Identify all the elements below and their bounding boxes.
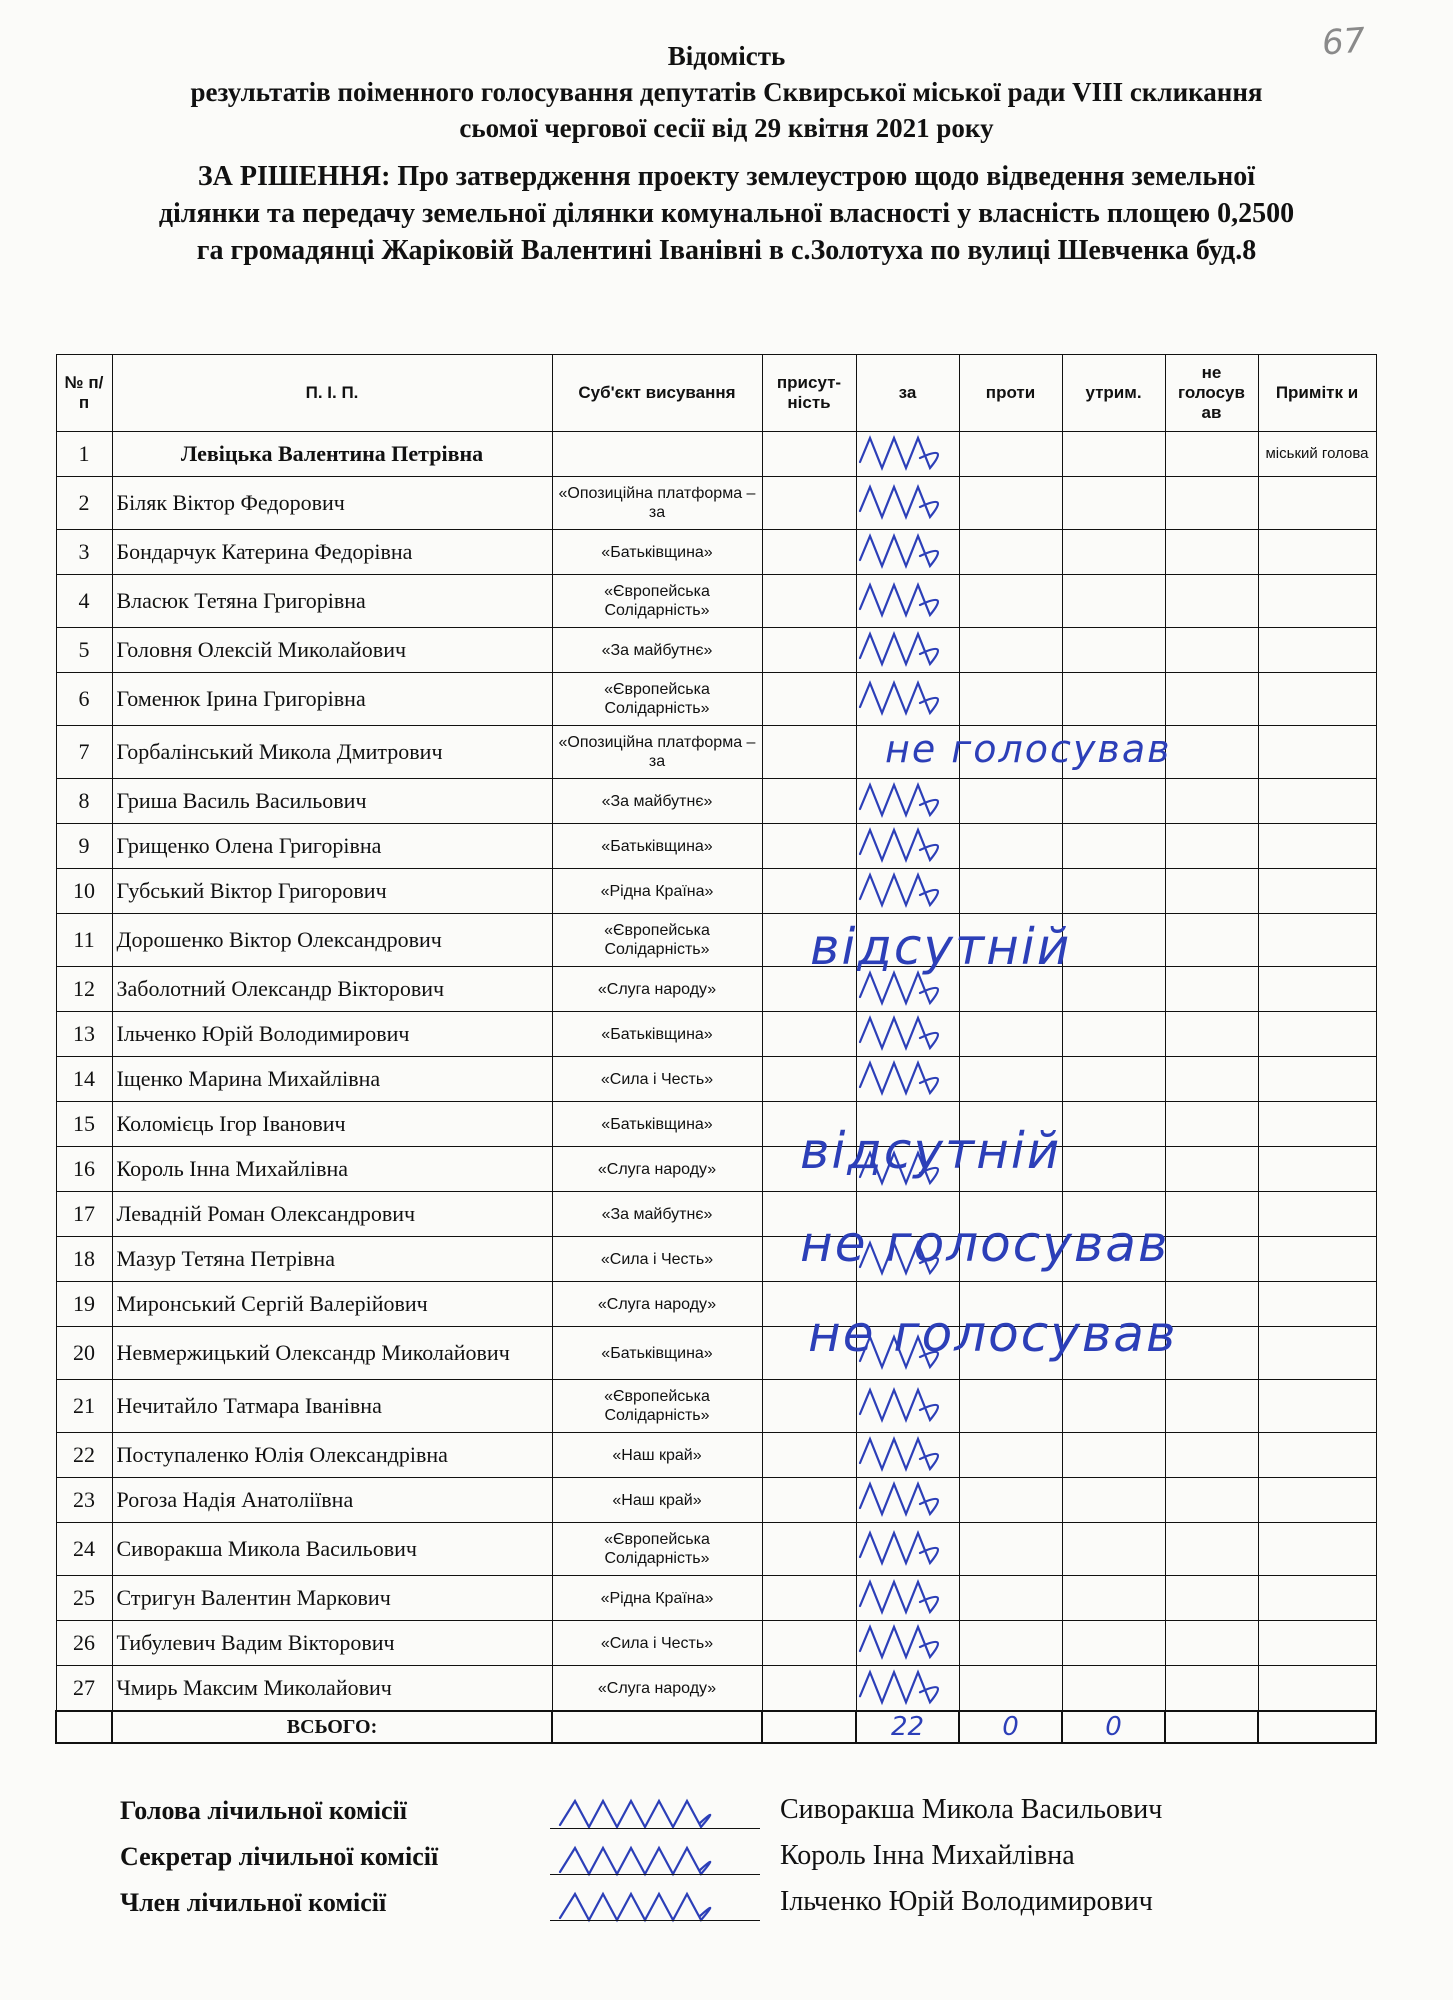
against-cell: [959, 477, 1062, 530]
present-cell: [762, 779, 856, 824]
note-cell: [1258, 1012, 1376, 1057]
not-voted-cell: [1165, 1012, 1258, 1057]
abstain-cell: [1062, 1478, 1165, 1523]
against-cell: [959, 1012, 1062, 1057]
secretary-role: Секретар лічильної комісії: [120, 1842, 439, 1871]
abstain-cell: [1062, 530, 1165, 575]
present-cell: [762, 726, 856, 779]
table-row: [56, 1282, 1376, 1327]
row-number: 2: [56, 477, 112, 530]
row-number: 6: [56, 673, 112, 726]
for-cell: [856, 575, 959, 628]
for-cell: [856, 1012, 959, 1057]
table-row: [56, 1621, 1376, 1666]
row-number: 20: [56, 1327, 112, 1380]
not-voted-cell: [1165, 1380, 1258, 1433]
not-voted-cell: [1165, 1666, 1258, 1712]
present-cell: [762, 1666, 856, 1712]
table-row: [56, 673, 1376, 726]
deputy-name: Головня Олексій Миколайович: [112, 628, 552, 673]
abstain-cell: [1062, 673, 1165, 726]
against-cell: [959, 530, 1062, 575]
note-cell: [1258, 1380, 1376, 1433]
deputy-party: «За майбутнє»: [552, 1192, 762, 1237]
deputy-name: Левіцька Валентина Петрівна: [112, 432, 552, 477]
row-number: 4: [56, 575, 112, 628]
table-header-row: [56, 355, 1376, 432]
note-cell: [1258, 1057, 1376, 1102]
deputy-party: «Батьківщина»: [552, 1102, 762, 1147]
deputy-party: «Європейська Солідарність»: [552, 673, 762, 726]
not-voted-cell: [1165, 1057, 1258, 1102]
abstain-cell: [1062, 575, 1165, 628]
abstain-cell: [1062, 1057, 1165, 1102]
abstain-cell: [1062, 1621, 1165, 1666]
present-cell: [762, 1576, 856, 1621]
abstain-cell: [1062, 824, 1165, 869]
deputy-name: Біляк Віктор Федорович: [112, 477, 552, 530]
note-cell: [1258, 914, 1376, 967]
not-voted-cell: [1165, 1327, 1258, 1380]
deputy-name: Грищенко Олена Григорівна: [112, 824, 552, 869]
row-number: 14: [56, 1057, 112, 1102]
deputy-party: «Сила і Честь»: [552, 1057, 762, 1102]
decision-text: [0, 158, 1453, 269]
table-row: [56, 779, 1376, 824]
not-voted-cell: [1165, 673, 1258, 726]
note-cell: міський голова: [1258, 432, 1376, 477]
deputy-party: «Наш край»: [552, 1478, 762, 1523]
header-party: Суб'єкт висування: [552, 355, 762, 432]
handwritten-absent: відсутній: [810, 918, 1072, 976]
against-cell: [959, 673, 1062, 726]
deputy-party: «Слуга народу»: [552, 1282, 762, 1327]
against-cell: [959, 779, 1062, 824]
note-cell: [1258, 1433, 1376, 1478]
not-voted-cell: [1165, 967, 1258, 1012]
note-cell: [1258, 1576, 1376, 1621]
decision-line: ділянки та передачу земельної ділянки комунальної власності у власність площею 0,2500: [158, 198, 1295, 229]
present-cell: [762, 1621, 856, 1666]
present-cell: [762, 673, 856, 726]
deputy-party: «Батьківщина»: [552, 1012, 762, 1057]
deputy-party: «Батьківщина»: [552, 824, 762, 869]
note-cell: [1258, 1192, 1376, 1237]
present-cell: [762, 477, 856, 530]
not-voted-cell: [1165, 824, 1258, 869]
present-cell: [762, 575, 856, 628]
total-abstain: 0: [1062, 1711, 1165, 1743]
deputy-name: Поступаленко Юлія Олександрівна: [112, 1433, 552, 1478]
for-cell: [856, 477, 959, 530]
heading-line-3: сьомої чергової сесії від 29 квітня 2021 року: [459, 113, 994, 143]
against-cell: [959, 432, 1062, 477]
not-voted-cell: [1165, 1523, 1258, 1576]
note-cell: [1258, 1666, 1376, 1712]
row-number: 22: [56, 1433, 112, 1478]
table-row: [56, 1192, 1376, 1237]
deputy-name: Іщенко Марина Михайлівна: [112, 1057, 552, 1102]
table-row: [56, 1237, 1376, 1282]
decision-line: га громадянці Жаріковій Валентині Іванівні в с.Золотуха по вулиці Шевченка буд.8: [196, 235, 1257, 266]
page-number: 67: [1320, 20, 1367, 64]
total-label: ВСЬОГО:: [112, 1711, 552, 1743]
table-row: [56, 869, 1376, 914]
deputy-name: Горбалінський Микола Дмитрович: [112, 726, 552, 779]
document-title: Відомість: [667, 41, 786, 71]
note-cell: [1258, 1102, 1376, 1147]
header-notes: Примітк и: [1258, 355, 1376, 432]
table-row: [56, 477, 1376, 530]
row-number: 3: [56, 530, 112, 575]
note-cell: [1258, 779, 1376, 824]
row-number: 8: [56, 779, 112, 824]
abstain-cell: [1062, 432, 1165, 477]
for-cell: [856, 869, 959, 914]
table-row: [56, 726, 1376, 779]
abstain-cell: [1062, 1433, 1165, 1478]
note-cell: [1258, 673, 1376, 726]
document-heading: [0, 38, 1453, 269]
header-name: П. І. П.: [112, 355, 552, 432]
row-number: 26: [56, 1621, 112, 1666]
for-cell: [856, 1523, 959, 1576]
for-cell: [856, 1666, 959, 1712]
table-row: [56, 1380, 1376, 1433]
present-cell: [762, 1380, 856, 1433]
for-cell: [856, 530, 959, 575]
abstain-cell: [1062, 1102, 1165, 1147]
total-for: 22: [856, 1711, 959, 1743]
table-row: [56, 1576, 1376, 1621]
present-cell: [762, 432, 856, 477]
present-cell: [762, 869, 856, 914]
row-number: 24: [56, 1523, 112, 1576]
abstain-cell: [1062, 1380, 1165, 1433]
header-not-voted: не голосув ав: [1165, 355, 1258, 432]
row-number: 13: [56, 1012, 112, 1057]
note-cell: [1258, 967, 1376, 1012]
deputy-name: Тибулевич Вадим Вікторович: [112, 1621, 552, 1666]
total-empty: [56, 1711, 112, 1743]
note-cell: [1258, 1621, 1376, 1666]
header-against: проти: [959, 355, 1062, 432]
table-row: [56, 628, 1376, 673]
present-cell: [762, 530, 856, 575]
deputy-party: «Європейська Солідарність»: [552, 1523, 762, 1576]
chair-role: Голова лічильної комісії: [120, 1796, 407, 1825]
deputy-name: Губський Віктор Григорович: [112, 869, 552, 914]
counting-commission: [120, 1790, 1370, 1928]
row-number: 18: [56, 1237, 112, 1282]
deputy-party: «Рідна Країна»: [552, 869, 762, 914]
deputy-name: Миронський Сергій Валерійович: [112, 1282, 552, 1327]
note-cell: [1258, 575, 1376, 628]
row-number: 5: [56, 628, 112, 673]
deputy-party: «Наш край»: [552, 1433, 762, 1478]
deputy-party: «Європейська Солідарність»: [552, 1380, 762, 1433]
deputy-party: «Батьківщина»: [552, 1327, 762, 1380]
not-voted-cell: [1165, 1147, 1258, 1192]
table-row: [56, 967, 1376, 1012]
voting-table: [55, 354, 1377, 1744]
present-cell: [762, 1523, 856, 1576]
against-cell: [959, 824, 1062, 869]
note-cell: [1258, 824, 1376, 869]
not-voted-cell: [1165, 869, 1258, 914]
not-voted-cell: [1165, 914, 1258, 967]
total-empty: [762, 1711, 856, 1743]
note-cell: [1258, 477, 1376, 530]
secretary-name: Король Інна Михайлівна: [780, 1840, 1075, 1871]
table-row: [56, 824, 1376, 869]
for-cell: [856, 824, 959, 869]
against-cell: [959, 1057, 1062, 1102]
deputy-party: «Опозиційна платформа – за: [552, 477, 762, 530]
not-voted-cell: [1165, 1192, 1258, 1237]
table-row: [56, 1433, 1376, 1478]
table-row: [56, 1327, 1376, 1380]
table-row: [56, 1478, 1376, 1523]
for-cell: [856, 628, 959, 673]
table-row: [56, 530, 1376, 575]
against-cell: [959, 1380, 1062, 1433]
deputy-name: Нечитайло Татмара Іванівна: [112, 1380, 552, 1433]
table-row: [56, 575, 1376, 628]
commission-chair: [120, 1790, 1370, 1836]
deputy-party: «Слуга народу»: [552, 1147, 762, 1192]
note-cell: [1258, 869, 1376, 914]
present-cell: [762, 1478, 856, 1523]
against-cell: [959, 1666, 1062, 1712]
table-row: [56, 1666, 1376, 1712]
for-cell: [856, 1621, 959, 1666]
row-number: 21: [56, 1380, 112, 1433]
abstain-cell: [1062, 869, 1165, 914]
for-cell: [856, 1478, 959, 1523]
deputy-party: «Європейська Солідарність»: [552, 575, 762, 628]
deputy-party: [552, 432, 762, 477]
not-voted-cell: [1165, 1282, 1258, 1327]
header-for: за: [856, 355, 959, 432]
deputy-name: Ільченко Юрій Володимирович: [112, 1012, 552, 1057]
against-cell: [959, 1576, 1062, 1621]
table-row: [56, 432, 1376, 477]
handwritten-not-voted: не голосував: [885, 727, 1172, 771]
abstain-cell: [1062, 779, 1165, 824]
chair-name: Сиворакша Микола Васильович: [780, 1794, 1163, 1825]
abstain-cell: [1062, 477, 1165, 530]
for-cell: [856, 673, 959, 726]
abstain-cell: [1062, 1523, 1165, 1576]
deputy-party: «Рідна Країна»: [552, 1576, 762, 1621]
row-number: 11: [56, 914, 112, 967]
not-voted-cell: [1165, 575, 1258, 628]
row-number: 23: [56, 1478, 112, 1523]
present-cell: [762, 824, 856, 869]
abstain-cell: [1062, 1666, 1165, 1712]
handwritten-absent: відсутній: [800, 1122, 1062, 1180]
not-voted-cell: [1165, 1102, 1258, 1147]
present-cell: [762, 1057, 856, 1102]
against-cell: [959, 1523, 1062, 1576]
not-voted-cell: [1165, 779, 1258, 824]
deputy-party: «Слуга народу»: [552, 1666, 762, 1712]
present-cell: [762, 1433, 856, 1478]
handwritten-not-voted: не голосував: [808, 1305, 1178, 1363]
abstain-cell: [1062, 967, 1165, 1012]
row-number: 15: [56, 1102, 112, 1147]
against-cell: [959, 1433, 1062, 1478]
deputy-name: Дорошенко Віктор Олександрович: [112, 914, 552, 967]
deputy-party: «Слуга народу»: [552, 967, 762, 1012]
row-number: 25: [56, 1576, 112, 1621]
row-number: 12: [56, 967, 112, 1012]
header-num: № п/п: [56, 355, 112, 432]
against-cell: [959, 1621, 1062, 1666]
not-voted-cell: [1165, 726, 1258, 779]
member-signature-line: [550, 1920, 760, 1921]
note-cell: [1258, 1282, 1376, 1327]
note-cell: [1258, 530, 1376, 575]
not-voted-cell: [1165, 530, 1258, 575]
row-number: 19: [56, 1282, 112, 1327]
for-cell: [856, 1576, 959, 1621]
deputy-party: «Батьківщина»: [552, 530, 762, 575]
present-cell: [762, 628, 856, 673]
deputy-name: Мазур Тетяна Петрівна: [112, 1237, 552, 1282]
row-number: 1: [56, 432, 112, 477]
note-cell: [1258, 1327, 1376, 1380]
deputy-name: Гоменюк Ірина Григорівна: [112, 673, 552, 726]
against-cell: [959, 869, 1062, 914]
deputy-name: Левадній Роман Олександрович: [112, 1192, 552, 1237]
header-abstain: утрим.: [1062, 355, 1165, 432]
deputy-name: Невмержицький Олександр Миколайович: [112, 1327, 552, 1380]
row-number: 27: [56, 1666, 112, 1712]
row-number: 9: [56, 824, 112, 869]
note-cell: [1258, 1237, 1376, 1282]
table-row: [56, 1102, 1376, 1147]
total-empty: [1258, 1711, 1376, 1743]
deputy-party: «За майбутнє»: [552, 779, 762, 824]
not-voted-cell: [1165, 1478, 1258, 1523]
not-voted-cell: [1165, 1433, 1258, 1478]
total-against: 0: [959, 1711, 1062, 1743]
deputy-party: «Опозиційна платформа – за: [552, 726, 762, 779]
commission-secretary: [120, 1836, 1370, 1882]
not-voted-cell: [1165, 1237, 1258, 1282]
deputy-name: Стригун Валентин Маркович: [112, 1576, 552, 1621]
abstain-cell: [1062, 628, 1165, 673]
note-cell: [1258, 1147, 1376, 1192]
abstain-cell: [1062, 1147, 1165, 1192]
for-cell: [856, 779, 959, 824]
note-cell: [1258, 1478, 1376, 1523]
not-voted-cell: [1165, 477, 1258, 530]
deputy-name: Чмирь Максим Миколайович: [112, 1666, 552, 1712]
chair-signature-line: [550, 1828, 760, 1829]
deputy-name: Сиворакша Микола Васильович: [112, 1523, 552, 1576]
total-row: [56, 1711, 1376, 1743]
not-voted-cell: [1165, 1621, 1258, 1666]
decision-line: ЗА РІШЕННЯ: Про затвердження проекту землеустрою щодо відведення земельної: [197, 161, 1256, 192]
total-empty: [1165, 1711, 1258, 1743]
row-number: 10: [56, 869, 112, 914]
deputy-name: Коломієць Ігор Іванович: [112, 1102, 552, 1147]
abstain-cell: [1062, 1576, 1165, 1621]
deputy-name: Власюк Тетяна Григорівна: [112, 575, 552, 628]
deputy-party: «За майбутнє»: [552, 628, 762, 673]
deputy-name: Рогоза Надія Анатоліївна: [112, 1478, 552, 1523]
note-cell: [1258, 1523, 1376, 1576]
not-voted-cell: [1165, 432, 1258, 477]
for-cell: [856, 1433, 959, 1478]
not-voted-cell: [1165, 628, 1258, 673]
deputy-name: Король Інна Михайлівна: [112, 1147, 552, 1192]
total-empty: [552, 1711, 762, 1743]
table-row: [56, 1012, 1376, 1057]
present-cell: [762, 1012, 856, 1057]
deputy-name: Гриша Василь Васильович: [112, 779, 552, 824]
commission-member: [120, 1882, 1370, 1928]
note-cell: [1258, 628, 1376, 673]
not-voted-cell: [1165, 1576, 1258, 1621]
for-cell: [856, 1057, 959, 1102]
deputy-party: «Європейська Солідарність»: [552, 914, 762, 967]
member-name: Ільченко Юрій Володимирович: [780, 1886, 1153, 1917]
deputy-party: «Сила і Честь»: [552, 1237, 762, 1282]
table-row: [56, 1523, 1376, 1576]
header-present: присут-ність: [762, 355, 856, 432]
deputy-name: Бондарчук Катерина Федорівна: [112, 530, 552, 575]
secretary-signature-line: [550, 1874, 760, 1875]
table-row: [56, 914, 1376, 967]
against-cell: [959, 1478, 1062, 1523]
for-cell: [856, 432, 959, 477]
member-role: Член лічильної комісії: [120, 1888, 387, 1917]
deputy-name: Заболотний Олександр Вікторович: [112, 967, 552, 1012]
heading-line-2: результатів поіменного голосування депутатів Сквирської міської ради VIII скликання: [190, 77, 1263, 107]
against-cell: [959, 575, 1062, 628]
abstain-cell: [1062, 1012, 1165, 1057]
row-number: 16: [56, 1147, 112, 1192]
against-cell: [959, 628, 1062, 673]
handwritten-not-voted: не голосував: [800, 1215, 1170, 1273]
table-row: [56, 1057, 1376, 1102]
row-number: 7: [56, 726, 112, 779]
note-cell: [1258, 726, 1376, 779]
deputy-party: «Сила і Честь»: [552, 1621, 762, 1666]
abstain-cell: [1062, 914, 1165, 967]
for-cell: [856, 1380, 959, 1433]
table-row: [56, 1147, 1376, 1192]
row-number: 17: [56, 1192, 112, 1237]
